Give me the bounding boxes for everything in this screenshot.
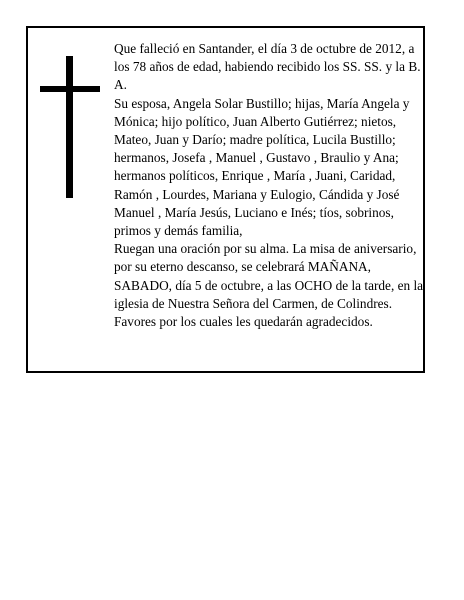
family-list-paragraph: Su esposa, Angela Solar Bustillo; hijas, María Angela y Mónica; hijo político, Juan Alberto Gutiérrez; nietos, Mateo, Juan y Darío; madre política, Lucila Bustillo; hermanos, Josefa , Manuel , Gustavo , Braulio y Ana; hermanos políticos, Enrique , María , Juani, Caridad, Ramón , Lourdes, Mariana y Eulogio, Cándida y José Manuel , María Jesús, Luciano e Inés; tíos, sobrinos, primos y demás familia, bbox=[114, 95, 410, 239]
mass-invitation-paragraph: Ruegan una oración por su alma. La misa de aniversario, por su eterno descanso, se celebrará MAÑANA, SABADO, día 5 de octubre, a las OCHO de la tarde, en la iglesia de Nuestra Señora del Carmen, de Colindres. Favores por los cuales les quedarán agradecidos. bbox=[114, 241, 424, 330]
death-announcement-paragraph: Que falleció en Santander, el día 3 de octubre de 2012, a los 78 años de edad, habiendo recibido los SS. SS. y la B. A. bbox=[114, 41, 421, 93]
obituary-notice bbox=[26, 26, 425, 373]
cross-horizontal-bar bbox=[40, 86, 100, 92]
obituary-text bbox=[114, 40, 424, 331]
cross-icon bbox=[40, 56, 100, 198]
cross-vertical-bar bbox=[66, 56, 73, 198]
